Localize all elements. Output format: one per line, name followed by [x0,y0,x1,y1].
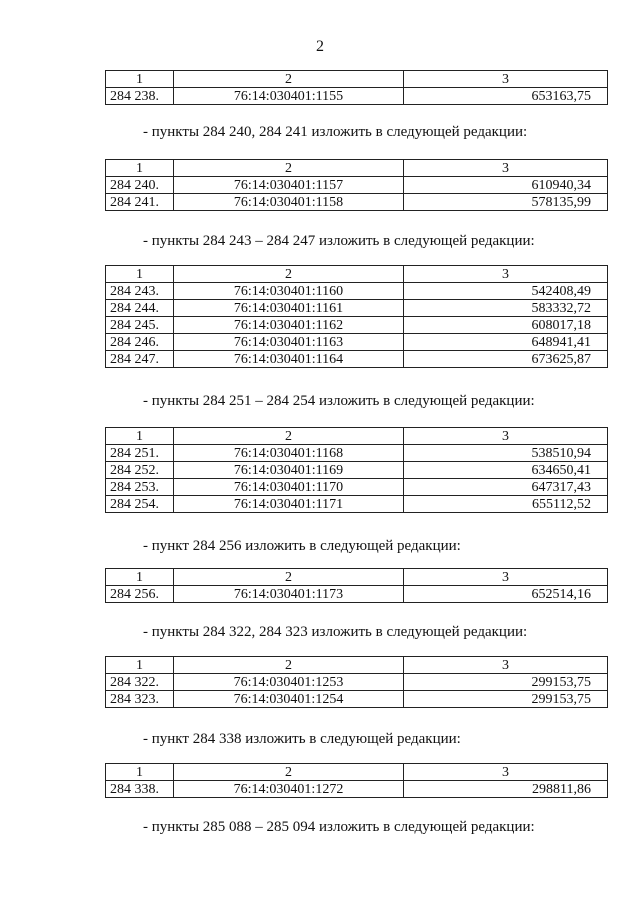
table-header-row [106,569,608,586]
cadastral-value: 647317,43 [404,479,608,496]
table-row [106,781,608,798]
cadastral-number: 76:14:030401:1157 [174,177,404,194]
item-number: 284 245. [106,317,174,334]
cadastral-table [105,763,608,798]
instruction-text: - пункты 284 240, 284 241 изложить в следующей редакции: [143,124,528,140]
table-header-row [106,764,608,781]
cadastral-number: 76:14:030401:1173 [174,586,404,603]
item-number: 284 322. [106,674,174,691]
cadastral-table [105,427,608,513]
column-number: 2 [174,657,404,674]
cadastral-value: 648941,41 [404,334,608,351]
column-number: 1 [106,428,174,445]
item-number: 284 323. [106,691,174,708]
table-row [106,351,608,368]
column-number: 2 [174,569,404,586]
cadastral-value: 652514,16 [404,586,608,603]
item-number: 284 251. [106,445,174,462]
cadastral-number: 76:14:030401:1171 [174,496,404,513]
column-number: 2 [174,71,404,88]
column-number: 3 [404,160,608,177]
cadastral-number: 76:14:030401:1155 [174,88,404,105]
item-number: 284 247. [106,351,174,368]
item-number: 284 256. [106,586,174,603]
item-number: 284 253. [106,479,174,496]
column-number: 3 [404,266,608,283]
column-number: 3 [404,764,608,781]
column-number: 3 [404,657,608,674]
table-header-row [106,428,608,445]
cadastral-table [105,159,608,211]
cadastral-value: 299153,75 [404,691,608,708]
cadastral-number: 76:14:030401:1253 [174,674,404,691]
table-row [106,674,608,691]
cadastral-value: 578135,99 [404,194,608,211]
cadastral-value: 673625,87 [404,351,608,368]
column-number: 2 [174,764,404,781]
instruction-text: - пункты 284 243 – 284 247 изложить в следующей редакции: [143,233,535,249]
table-row [106,479,608,496]
column-number: 3 [404,71,608,88]
item-number: 284 254. [106,496,174,513]
cadastral-number: 76:14:030401:1164 [174,351,404,368]
table-row [106,586,608,603]
cadastral-table [105,70,608,105]
cadastral-value: 610940,34 [404,177,608,194]
cadastral-value: 634650,41 [404,462,608,479]
page-number: 2 [316,38,324,55]
cadastral-number: 76:14:030401:1254 [174,691,404,708]
cadastral-number: 76:14:030401:1161 [174,300,404,317]
cadastral-table [105,656,608,708]
column-number: 2 [174,266,404,283]
cadastral-number: 76:14:030401:1170 [174,479,404,496]
column-number: 1 [106,764,174,781]
item-number: 284 241. [106,194,174,211]
item-number: 284 338. [106,781,174,798]
cadastral-value: 299153,75 [404,674,608,691]
cadastral-value: 655112,52 [404,496,608,513]
column-number: 3 [404,428,608,445]
cadastral-number: 76:14:030401:1272 [174,781,404,798]
table-row [106,691,608,708]
table-row [106,300,608,317]
item-number: 284 246. [106,334,174,351]
table-header-row [106,71,608,88]
instruction-text: - пункт 284 256 изложить в следующей редакции: [143,538,461,554]
cadastral-number: 76:14:030401:1163 [174,334,404,351]
item-number: 284 240. [106,177,174,194]
table-header-row [106,160,608,177]
cadastral-value: 298811,86 [404,781,608,798]
cadastral-number: 76:14:030401:1168 [174,445,404,462]
cadastral-number: 76:14:030401:1160 [174,283,404,300]
column-number: 3 [404,569,608,586]
cadastral-value: 538510,94 [404,445,608,462]
item-number: 284 238. [106,88,174,105]
cadastral-value: 608017,18 [404,317,608,334]
table-row [106,194,608,211]
column-number: 1 [106,657,174,674]
column-number: 2 [174,160,404,177]
cadastral-value: 542408,49 [404,283,608,300]
cadastral-value: 653163,75 [404,88,608,105]
item-number: 284 244. [106,300,174,317]
cadastral-table [105,265,608,368]
table-row [106,334,608,351]
column-number: 1 [106,266,174,283]
item-number: 284 243. [106,283,174,300]
table-row [106,88,608,105]
table-row [106,317,608,334]
instruction-text: - пункт 284 338 изложить в следующей редакции: [143,731,461,747]
cadastral-value: 583332,72 [404,300,608,317]
instruction-text: - пункты 284 251 – 284 254 изложить в следующей редакции: [143,393,535,409]
table-header-row [106,266,608,283]
table-row [106,283,608,300]
instruction-text: - пункты 284 322, 284 323 изложить в следующей редакции: [143,624,528,640]
column-number: 1 [106,160,174,177]
table-row [106,177,608,194]
table-row [106,496,608,513]
cadastral-number: 76:14:030401:1162 [174,317,404,334]
cadastral-number: 76:14:030401:1169 [174,462,404,479]
column-number: 1 [106,569,174,586]
cadastral-number: 76:14:030401:1158 [174,194,404,211]
table-row [106,445,608,462]
table-header-row [106,657,608,674]
column-number: 1 [106,71,174,88]
item-number: 284 252. [106,462,174,479]
instruction-text: - пункты 285 088 – 285 094 изложить в следующей редакции: [143,819,535,835]
table-row [106,462,608,479]
cadastral-table [105,568,608,603]
column-number: 2 [174,428,404,445]
